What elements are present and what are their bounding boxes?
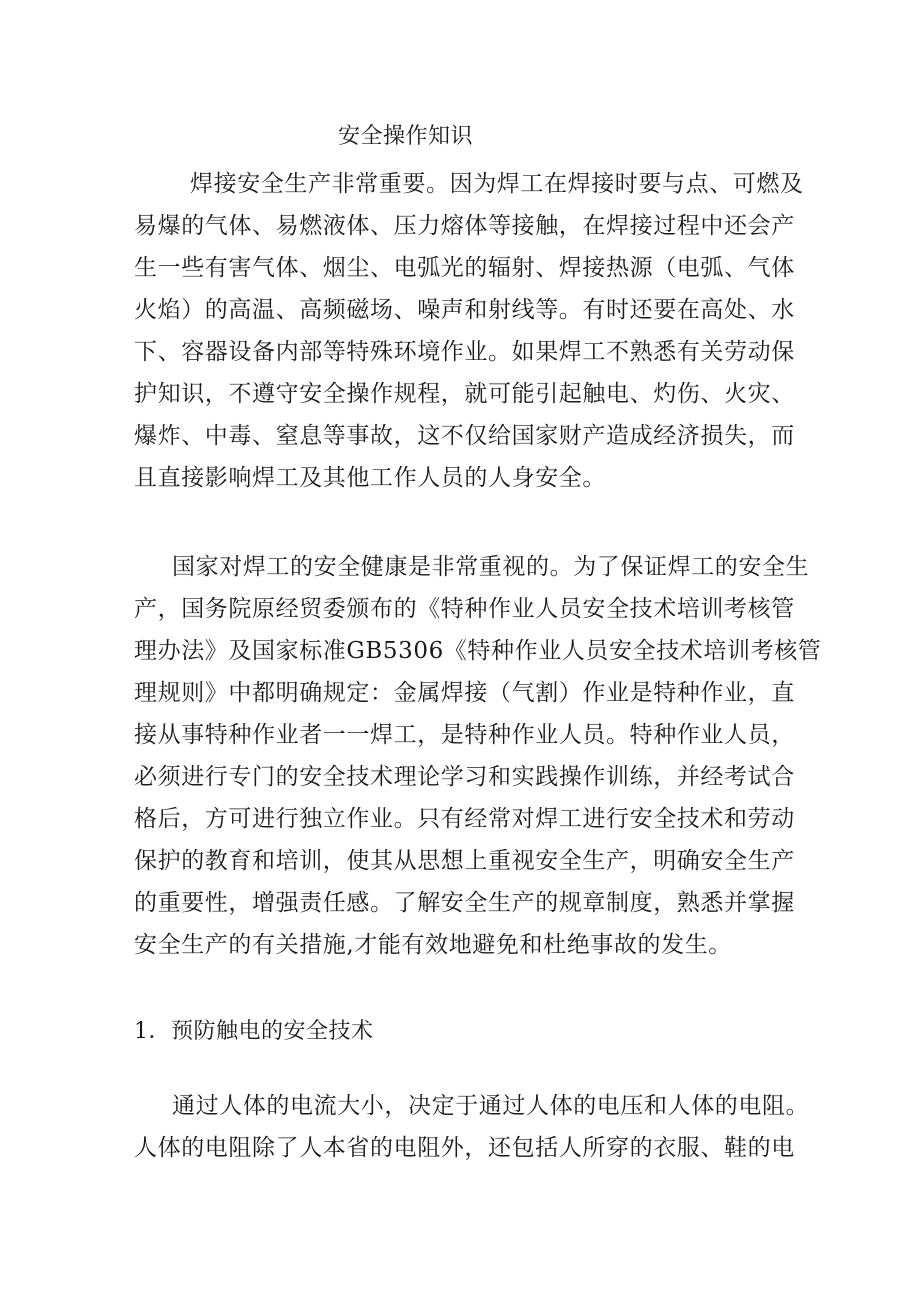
paragraph-intro <box>134 163 804 499</box>
paragraph-line: 国家对焊工的安全健康是非常重视的。为了保证焊工的安全生 <box>172 554 810 580</box>
paragraph-line: 护知识，不遵守安全操作规程，就可能引起触电、灼伤、火灾、 <box>134 381 795 407</box>
paragraph-regulation <box>134 546 822 966</box>
paragraph-line: 必须进行专门的安全技术理论学习和实践操作训练，并经考试合 <box>134 764 795 790</box>
paragraph-line: 生一些有害气体、烟尘、电弧光的辐射、焊接热源（电弧、气体 <box>134 255 795 281</box>
paragraph-line: 理办法》及国家标准GB5306《特种作业人员安全技术培训考核管 <box>134 638 822 664</box>
paragraph-line: 格后，方可进行独立作业。只有经常对焊工进行安全技术和劳动 <box>134 806 795 832</box>
paragraph-line: 下、容器设备内部等特殊环境作业。如果焊工不熟悉有关劳动保 <box>134 339 795 365</box>
paragraph-line: 焊接安全生产非常重要。因为焊工在焊接时要与点、可燃及 <box>190 171 804 197</box>
paragraph-line: 安全生产的有关措施,才能有效地避免和杜绝事故的发生。 <box>134 932 732 958</box>
paragraph-line: 爆炸、中毒、窒息等事故，这不仅给国家财产造成经济损失，而 <box>134 423 795 449</box>
paragraph-line: 接从事特种作业者一一焊工，是特种作业人员。特种作业人员， <box>134 722 795 748</box>
paragraph-line: 的重要性，增强责任感。了解安全生产的规章制度，熟悉并掌握 <box>134 890 795 916</box>
paragraph-line: 理规则》中都明确规定：金属焊接（气割）作业是特种作业，直 <box>134 680 795 706</box>
paragraph-line: 且直接影响焊工及其他工作人员的人身安全。 <box>134 465 606 491</box>
paragraph-line: 易爆的气体、易燃液体、压力熔体等接触，在焊接过程中还会产 <box>134 213 795 239</box>
paragraph-line: 保护的教育和培训，使其从思想上重视安全生产，明确安全生产 <box>134 848 795 874</box>
section-heading: 1．预防触电的安全技术 <box>134 1019 374 1044</box>
paragraph-line: 人体的电阻除了人本省的电阻外，还包括人所穿的衣服、鞋的电 <box>134 1135 795 1161</box>
paragraph-line: 火焰）的高温、高频磁场、噪声和射线等。有时还要在高处、水 <box>134 297 795 323</box>
paragraph-line: 通过人体的电流大小，决定于通过人体的电压和人体的电阻。 <box>172 1093 810 1119</box>
document-title: 安全操作知识 <box>338 124 474 149</box>
paragraph-electric-shock <box>134 1085 810 1169</box>
paragraph-line: 产，国务院原经贸委颁布的《特种作业人员安全技术培训考核管 <box>134 596 795 622</box>
